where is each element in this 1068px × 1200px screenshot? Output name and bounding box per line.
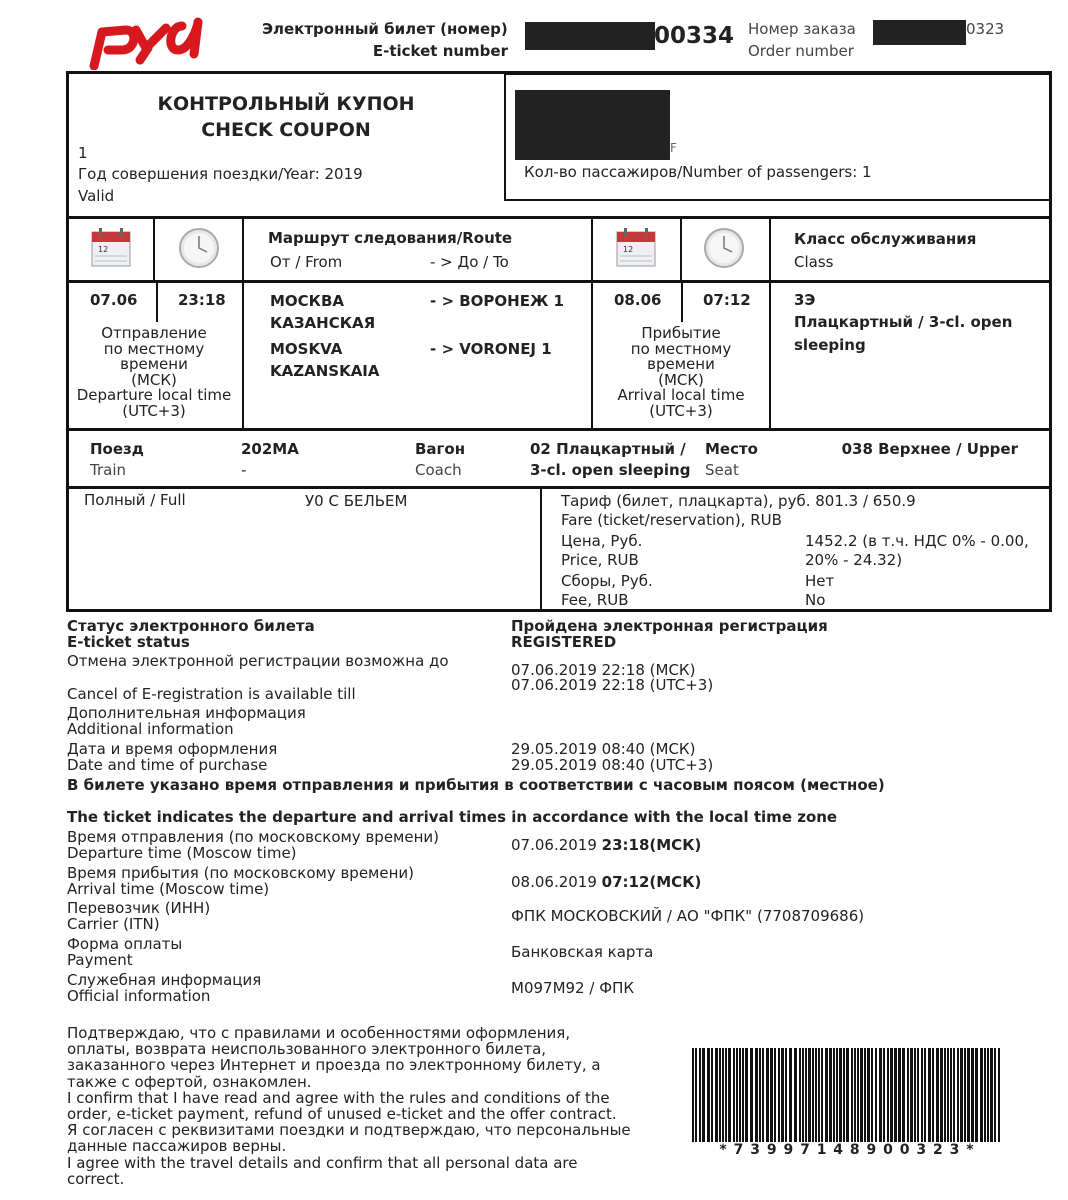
barcode-bar [846, 1048, 849, 1142]
barcode-bar [825, 1048, 828, 1142]
from-station-ru-1: МОСКВА [270, 292, 344, 310]
label-line: Arrival local time [617, 386, 745, 404]
label-line: Отправление [101, 324, 207, 342]
barcode-bar [857, 1048, 859, 1142]
detail-value [511, 837, 701, 854]
disclaimer-line: I agree with the travel details and confirm that all personal data are [67, 1153, 578, 1172]
label-line: Прибытие [641, 324, 721, 342]
barcode-bar [745, 1048, 748, 1142]
barcode-bar [960, 1048, 963, 1142]
detail-label-en: Carrier (ITN) [67, 915, 160, 933]
barcode-bar [914, 1048, 916, 1142]
redacted-order-number [873, 20, 966, 45]
label-line: (МСК) [658, 370, 704, 389]
detail-value-text: 07.06.2019 [511, 836, 602, 854]
passenger-count: Кол-во пассажиров/Number of passengers: 1 [524, 163, 872, 181]
barcode-bar [871, 1048, 873, 1142]
barcode-bar [910, 1048, 913, 1142]
coach-value-2: 3-cl. open sleeping [530, 461, 691, 479]
barcode-bar [781, 1048, 784, 1142]
train-number: 202МА [241, 440, 299, 458]
barcode-bar [936, 1048, 939, 1142]
svg-text:12: 12 [98, 245, 109, 254]
calendar-icon [89, 226, 133, 270]
status-label-en: E-ticket status [67, 633, 190, 651]
barcode-bar [843, 1048, 845, 1142]
class-name-1: Плацкартный / 3-cl. open [794, 313, 1013, 331]
barcode-bar [733, 1048, 735, 1142]
tariff-en: Fare (ticket/reservation), RUB [561, 511, 782, 529]
barcode-bar [998, 1048, 1000, 1142]
price-value-2: 20% - 24.32) [805, 551, 903, 569]
route-to-label: - > До / To [430, 253, 509, 271]
redacted-passenger-name [515, 90, 670, 160]
fee-label-en: Fee, RUB [561, 591, 629, 609]
detail-label-en: Departure time (Moscow time) [67, 844, 297, 862]
disclaimer-line: Подтверждаю, что с правилами и особенностями оформления, [67, 1024, 571, 1042]
barcode-bar [971, 1048, 974, 1142]
barcode-bar [990, 1048, 993, 1142]
barcode-bar [836, 1048, 838, 1142]
disclaimer [67, 1025, 631, 1187]
eticket-label-en: E-ticket number [372, 42, 508, 60]
barcode-text: * 7 3 9 9 7 1 4 8 9 0 0 3 2 3 * [719, 1142, 975, 1158]
train-name: - [241, 461, 247, 479]
barcode-bar [894, 1048, 897, 1142]
barcode-bar [695, 1048, 697, 1142]
calendar-icon [614, 226, 658, 270]
redacted-eticket-number [525, 22, 655, 50]
barcode-bar [821, 1048, 823, 1142]
detail-label-en: Arrival time (Moscow time) [67, 880, 270, 898]
trip-year: Год совершения поездки/Year: 2019 [78, 165, 363, 183]
barcode-bar [928, 1048, 931, 1142]
barcode-bar [794, 1048, 797, 1142]
barcode-bar [778, 1048, 780, 1142]
barcode-bar [887, 1048, 889, 1142]
barcode-bar [702, 1048, 705, 1142]
barcode-bar [715, 1048, 718, 1142]
label-line: (UTC+3) [649, 401, 713, 420]
arrival-date: 08.06 [614, 291, 662, 309]
status-label-ru: Статус электронного билета [67, 617, 315, 635]
divider [66, 428, 1052, 431]
order-number: 0323 [966, 20, 1005, 38]
departure-time: 23:18 [178, 291, 226, 309]
barcode-bar [833, 1048, 835, 1142]
fee-value-ru: Нет [805, 572, 835, 590]
barcode-bar [851, 1048, 853, 1142]
to-station-ru: - > ВОРОНЕЖ 1 [430, 292, 564, 310]
barcode-bar [994, 1048, 996, 1142]
to-station-en: - > VORONEJ 1 [430, 340, 552, 358]
barcode-bar [907, 1048, 909, 1142]
eticket-number: 00334 [654, 23, 735, 49]
barcode-bar [947, 1048, 949, 1142]
passenger-fragment: F [670, 141, 677, 155]
label-line: времени [120, 355, 188, 373]
barcode-bar [725, 1048, 727, 1142]
barcode-bar [984, 1048, 986, 1142]
barcode-bar [755, 1048, 758, 1142]
detail-label-ru: Время прибытия (по московскому времени) [67, 864, 415, 882]
status-value-ru: Пройдена электронная регистрация [511, 617, 828, 635]
barcode-bar [770, 1048, 773, 1142]
purchase-label-ru: Дата и время оформления [67, 740, 278, 758]
detail-value: ФПК МОСКОВСКИЙ / АО "ФПК" (7708709686) [511, 907, 865, 925]
timezone-note-ru: В билете указано время отправления и прибытия в соответствии с часовым поясом (местное) [67, 776, 885, 794]
disclaimer-line: order, e-ticket payment, refund of unused e-ticket and the offer contract. [67, 1105, 617, 1124]
status-value-en: REGISTERED [511, 633, 617, 651]
label-line: (МСК) [131, 370, 177, 389]
barcode-bar [818, 1048, 820, 1142]
disclaimer-line: заказанного через Интернет и проезда по электронному билету, а [67, 1056, 601, 1075]
route-title: Маршрут следования/Route [268, 229, 513, 247]
cancel-label-ru: Отмена электронной регистрации возможна до [67, 652, 449, 670]
purchase-utc: 29.05.2019 08:40 (UTC+3) [511, 756, 714, 774]
detail-label-ru: Форма оплаты [67, 935, 183, 953]
price-label-ru: Цена, Руб. [561, 532, 643, 550]
barcode-bar [975, 1048, 978, 1142]
divider [66, 280, 1052, 283]
price-value-1: 1452.2 (в т.ч. НДС 0% - 0.00, [805, 532, 1029, 550]
disclaimer-line: correct. [67, 1169, 125, 1188]
seat-label-ru: Место [705, 440, 758, 458]
svg-text:12: 12 [623, 245, 634, 254]
coach-label-en: Coach [415, 461, 462, 479]
barcode-bar [902, 1048, 905, 1142]
detail-value-text: 08.06.2019 [511, 873, 602, 891]
label-line: (UTC+3) [122, 401, 186, 420]
barcode-bar [805, 1048, 807, 1142]
cancel-label-en: Cancel of E-registration is available till [67, 685, 356, 703]
barcode-bar [957, 1048, 959, 1142]
disclaimer-line: I confirm that I have read and agree with the rules and conditions of the [67, 1088, 610, 1107]
barcode-bar [883, 1048, 885, 1142]
barcode-bar [932, 1048, 934, 1142]
barcode-bar [987, 1048, 989, 1142]
label-line: по местному [103, 339, 205, 358]
coupon-validity: Valid [78, 187, 115, 205]
cancel-msk: 07.06.2019 22:18 (МСК) [511, 661, 696, 679]
barcode-bar [980, 1048, 983, 1142]
barcode-bar [699, 1048, 701, 1142]
label-line: по местному [630, 339, 732, 358]
cancel-utc: 07.06.2019 22:18 (UTC+3) [511, 676, 714, 694]
barcode-bar [785, 1048, 787, 1142]
barcode [692, 1048, 1002, 1142]
barcode-bar [736, 1048, 738, 1142]
divider [66, 486, 1052, 489]
barcode-bar [917, 1048, 919, 1142]
barcode-bar [864, 1048, 866, 1142]
from-station-ru-2: КАЗАНСКАЯ [270, 314, 376, 332]
train-label-ru: Поезд [90, 440, 144, 458]
departure-label [66, 326, 242, 419]
detail-value: Банковская карта [511, 943, 654, 961]
barcode-bar [789, 1048, 792, 1142]
coach-label-ru: Вагон [415, 440, 466, 458]
barcode-bar [898, 1048, 901, 1142]
label-line: времени [647, 355, 715, 373]
class-subtitle: Class [794, 253, 834, 271]
disclaimer-line: оплаты, возврата неиспользованного электронного билета, [67, 1040, 547, 1059]
coach-value-1: 02 Плацкартный / [530, 440, 686, 458]
divider [153, 218, 155, 282]
divider [681, 282, 683, 322]
ticket-type: Полный / Full [84, 491, 186, 509]
fee-value-en: No [805, 591, 826, 609]
detail-label-en: Official information [67, 987, 211, 1005]
disclaimer-line: данные пассажиров верны. [67, 1137, 287, 1156]
barcode-bar [964, 1048, 966, 1142]
coupon-number: 1 [78, 144, 88, 162]
barcode-bar [854, 1048, 856, 1142]
seat-value: 038 Верхнее / Upper [841, 440, 1018, 458]
barcode-bar [762, 1048, 764, 1142]
barcode-bar [879, 1048, 882, 1142]
train-label-en: Train [90, 461, 126, 479]
barcode-bar [940, 1048, 943, 1142]
detail-label-ru: Перевозчик (ИНН) [67, 899, 211, 917]
barcode-bar [950, 1048, 952, 1142]
barcode-bar [867, 1048, 870, 1142]
clock-icon [177, 226, 221, 270]
barcode-bar [692, 1048, 694, 1142]
purchase-msk: 29.05.2019 08:40 (МСК) [511, 740, 696, 758]
order-label-ru: Номер заказа [748, 20, 856, 38]
detail-value: М097М92 / ФПК [511, 979, 635, 997]
detail-value-bold: 23:18(МСК) [601, 836, 702, 854]
timezone-note-en: The ticket indicates the departure and arrival times in accordance with the local time zone [67, 808, 838, 826]
detail-value [511, 874, 701, 891]
barcode-bar [829, 1048, 832, 1142]
rzd-logo [86, 14, 208, 70]
barcode-bar [799, 1048, 801, 1142]
barcode-bar [815, 1048, 817, 1142]
service-option: У0 С БЕЛЬЕМ [305, 492, 408, 510]
barcode-bar [890, 1048, 893, 1142]
barcode-bar [924, 1048, 926, 1142]
barcode-bar [860, 1048, 863, 1142]
barcode-bar [722, 1048, 724, 1142]
arrival-time: 07:12 [703, 291, 751, 309]
barcode-bar [808, 1048, 811, 1142]
coupon-title-en: CHECK COUPON [201, 119, 371, 141]
barcode-bar [719, 1048, 721, 1142]
tariff-ru: Тариф (билет, плацкарта), руб. 801.3 / 650.9 [561, 492, 916, 510]
purchase-label-en: Date and time of purchase [67, 756, 268, 774]
barcode-bar [759, 1048, 761, 1142]
class-title: Класс обслуживания [794, 230, 977, 248]
class-name-2: sleeping [794, 336, 866, 354]
coupon-title-ru: КОНТРОЛЬНЫЙ КУПОН [157, 93, 415, 115]
barcode-bar [953, 1048, 955, 1142]
price-label-en: Price, RUB [561, 551, 639, 569]
route-from-label: От / From [270, 253, 343, 271]
barcode-bar [766, 1048, 769, 1142]
detail-label-ru: Время отправления (по московскому времени) [67, 828, 439, 846]
barcode-bar [711, 1048, 713, 1142]
barcode-bar [742, 1048, 744, 1142]
barcode-bar [750, 1048, 753, 1142]
barcode-bar [944, 1048, 946, 1142]
fee-label-ru: Сборы, Руб. [561, 572, 653, 590]
divider [680, 218, 682, 282]
barcode-bar [967, 1048, 970, 1142]
divider [66, 216, 1052, 219]
seat-label-en: Seat [705, 461, 739, 479]
from-station-en-2: KAZANSKAIA [270, 362, 380, 380]
disclaimer-line: Я согласен с реквизитами поездки и подтверждаю, что персональные [67, 1121, 631, 1140]
barcode-bar [921, 1048, 923, 1142]
departure-date: 07.06 [90, 291, 138, 309]
additional-label-en: Additional information [67, 720, 234, 738]
class-code: 3Э [794, 291, 816, 309]
divider [540, 488, 542, 610]
additional-label-ru: Дополнительная информация [67, 704, 306, 722]
eticket-label-ru: Электронный билет (номер) [262, 20, 508, 38]
divider [769, 218, 771, 430]
clock-icon [702, 226, 746, 270]
barcode-bar [802, 1048, 804, 1142]
barcode-bar [839, 1048, 842, 1142]
barcode-bar [707, 1048, 710, 1142]
divider [242, 218, 244, 430]
label-line: Departure local time [76, 386, 232, 404]
arrival-label [593, 326, 769, 419]
detail-label-en: Payment [67, 951, 133, 969]
from-station-en-1: MOSKVA [270, 340, 343, 358]
detail-label-ru: Служебная информация [67, 971, 262, 989]
order-label-en: Order number [748, 42, 854, 60]
barcode-bar [739, 1048, 741, 1142]
divider [156, 282, 158, 322]
barcode-bar [728, 1048, 731, 1142]
barcode-bar [774, 1048, 776, 1142]
barcode-bar [875, 1048, 877, 1142]
detail-value-bold: 07:12(МСК) [601, 873, 702, 891]
disclaimer-line: также с офертой, ознакомлен. [67, 1072, 312, 1091]
barcode-bar [812, 1048, 814, 1142]
